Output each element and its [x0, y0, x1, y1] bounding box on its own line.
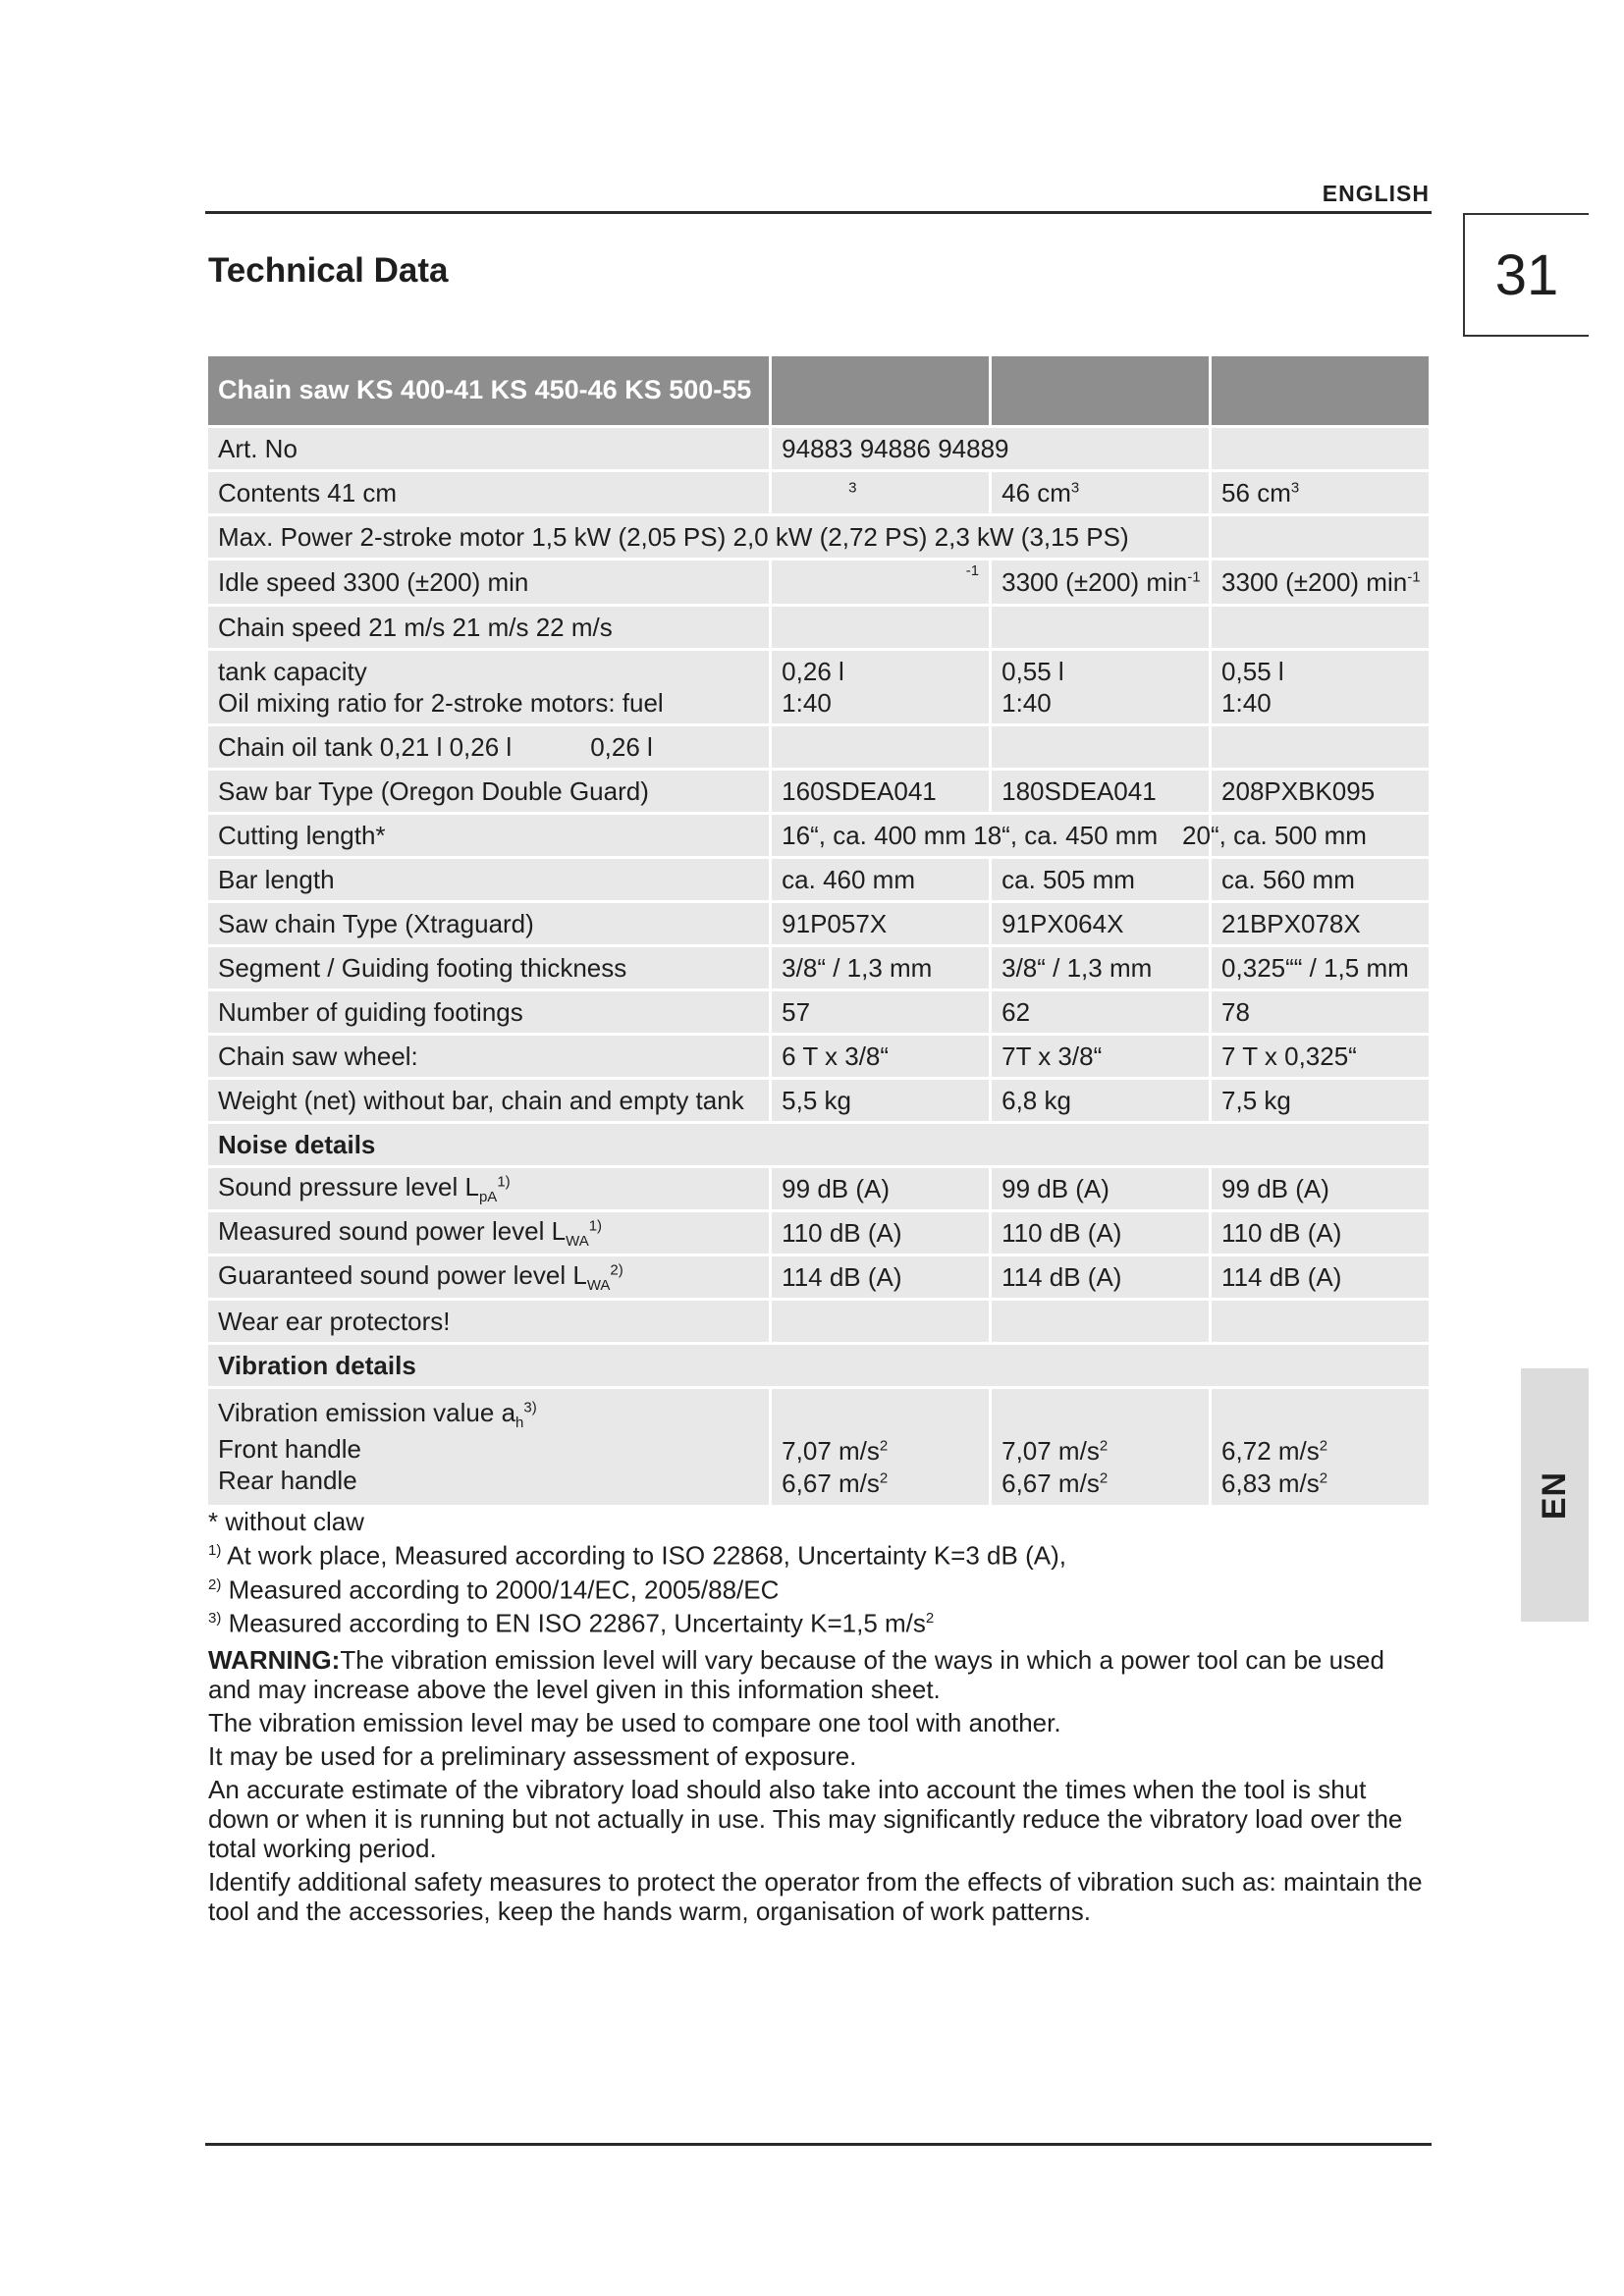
section-header-row	[208, 1124, 1429, 1165]
row-value: 91P057X	[772, 903, 989, 944]
superscript: 2	[1319, 1468, 1328, 1486]
technical-data-table	[205, 353, 1432, 1508]
superscript: 2	[1099, 1468, 1109, 1486]
row-value	[1212, 1389, 1429, 1505]
value-text: 6,67 m/s	[1001, 1468, 1100, 1498]
warning-paragraph: Identify additional safety measures to protect the operator from the effects of vibration such as: maintain the tool and the accessories, keep the hands warm, organisation of work patterns.	[208, 1867, 1423, 1926]
row-label	[208, 1389, 769, 1505]
table-header-row	[208, 356, 1429, 425]
row-label: Max. Power 2-stroke motor 1,5 kW (2,05 PS) 2,0 kW (2,72 PS) 2,3 kW (3,15 PS)	[208, 516, 1209, 558]
table-row	[208, 516, 1429, 558]
footnote-mark: 2)	[208, 1575, 222, 1593]
row-value	[992, 607, 1209, 648]
row-value	[1182, 815, 1429, 856]
row-label: Weight (net) without bar, chain and empty tank	[208, 1080, 769, 1121]
superscript: 2	[925, 1610, 935, 1628]
front-handle-label: Front handle	[218, 1433, 361, 1464]
table-row	[208, 607, 1429, 648]
value-text: 0,26 l	[590, 731, 653, 762]
value-text: 7,07 m/s	[1001, 1436, 1100, 1466]
value-text: 3300 (±200) min	[1001, 566, 1188, 597]
table-header-title: Chain saw KS 400-41 KS 450-46 KS 500-55	[208, 356, 769, 425]
row-value	[1212, 726, 1429, 768]
value-text: 0,55 l	[1221, 656, 1284, 686]
row-value: 7,5 kg	[1212, 1080, 1429, 1121]
row-value: 7T x 3/8“	[992, 1036, 1209, 1077]
row-value: 110 dB (A)	[992, 1212, 1209, 1254]
warning-label: WARNING:	[208, 1645, 341, 1675]
superscript: 2)	[610, 1260, 623, 1278]
value-text: 0,55 l	[1001, 656, 1064, 686]
rear-handle-label: Rear handle	[218, 1466, 357, 1496]
label-text: Measured sound power level L	[218, 1215, 567, 1246]
row-value: 114 dB (A)	[772, 1256, 989, 1298]
value-text: 6,67 m/s	[782, 1468, 880, 1498]
warning-paragraph: It may be used for a preliminary assessment of exposure.	[208, 1741, 857, 1771]
row-value: 7 T x 0,325“	[1212, 1036, 1429, 1077]
bottom-divider	[205, 2143, 1432, 2146]
row-value	[992, 1301, 1209, 1342]
value-text: 3300 (±200) min	[1221, 566, 1408, 597]
row-value	[1212, 607, 1429, 648]
row-value	[772, 607, 989, 648]
warning-paragraph	[208, 1645, 1432, 1704]
label-text: Guaranteed sound power level L	[218, 1259, 587, 1290]
table-row	[208, 1036, 1429, 1077]
row-label	[208, 1168, 769, 1209]
row-label: Idle speed 3300 (±200) min	[208, 561, 769, 604]
vibration-section-header: Vibration details	[208, 1345, 1429, 1386]
footnote-mark: 1)	[208, 1542, 222, 1559]
value-line	[1001, 1435, 1199, 1468]
row-value: 3/8“ / 1,3 mm	[992, 947, 1209, 988]
warning-paragraph: An accurate estimate of the vibratory load should also take into account the times when the tool is shut down or when it is running but not actually in use. This may significantly reduce the vibratory load over the total working period.	[208, 1775, 1403, 1863]
table-row	[208, 815, 1429, 856]
row-value	[772, 1301, 989, 1342]
row-value	[1212, 561, 1429, 604]
superscript: 1)	[588, 1216, 603, 1234]
label-text: Chain oil tank 0,21 l 0,26 l	[218, 731, 513, 762]
page-number: 31	[1463, 213, 1589, 337]
superscript: 2	[879, 1437, 889, 1455]
row-label: Segment / Guiding footing thickness	[208, 947, 769, 988]
table-row	[208, 903, 1429, 944]
table-row	[208, 1301, 1429, 1342]
row-value	[772, 561, 989, 604]
row-value	[992, 1389, 1209, 1505]
table-row	[208, 1256, 1429, 1298]
row-value: 208PXBK095	[1212, 771, 1429, 812]
row-label: Chain saw wheel:	[208, 1036, 769, 1077]
superscript: -1	[965, 562, 980, 579]
superscript: 3	[848, 479, 857, 497]
table-row	[208, 771, 1429, 812]
table-row	[208, 726, 1429, 768]
page-title: Technical Data	[208, 251, 449, 290]
language-side-tab	[1521, 1368, 1589, 1622]
label-text: Sound pressure level L	[218, 1171, 479, 1201]
footnote-text: Measured according to 2000/14/EC, 2005/88/EC	[228, 1575, 780, 1605]
row-label	[208, 1256, 769, 1298]
warning-paragraph: The vibration emission level may be used to compare one tool with another.	[208, 1708, 1061, 1737]
row-value: 62	[992, 991, 1209, 1033]
row-value: 21BPX078X	[1212, 903, 1429, 944]
superscript: 3	[1070, 479, 1080, 497]
table-row	[208, 651, 1429, 723]
subscript: h	[515, 1415, 524, 1432]
row-value: 0,325““ / 1,5 mm	[1212, 947, 1429, 988]
row-value: ca. 560 mm	[1212, 859, 1429, 900]
table-header-cell	[1212, 356, 1429, 425]
row-value: 180SDEA041	[992, 771, 1209, 812]
subscript: WA	[566, 1232, 589, 1250]
subscript: WA	[586, 1276, 611, 1294]
table-row	[208, 1389, 1429, 1505]
row-value: 99 dB (A)	[772, 1168, 989, 1209]
value-text: 1:40	[782, 688, 832, 718]
row-value	[1212, 1301, 1429, 1342]
section-header-row	[208, 1345, 1429, 1386]
superscript: -1	[1407, 568, 1421, 586]
table-row	[208, 1212, 1429, 1254]
row-label: Saw chain Type (Xtraguard)	[208, 903, 769, 944]
row-value	[1212, 516, 1429, 558]
row-value: 6 T x 3/8“	[772, 1036, 989, 1077]
table-row	[208, 1080, 1429, 1121]
footnote-3	[208, 1604, 1426, 1638]
subscript: pA	[478, 1188, 498, 1205]
row-value	[1212, 651, 1429, 723]
value-line	[782, 1468, 979, 1500]
value-text: 46 cm	[1001, 477, 1071, 507]
row-label	[208, 651, 769, 723]
row-label: Art. No	[208, 428, 769, 469]
footnote-star: * without claw	[208, 1507, 364, 1536]
noise-section-header: Noise details	[208, 1124, 1429, 1165]
table-row	[208, 947, 1429, 988]
footnote-1	[208, 1536, 1426, 1571]
row-value: 110 dB (A)	[772, 1212, 989, 1254]
row-label: Number of guiding footings	[208, 991, 769, 1033]
superscript: 2	[1099, 1437, 1109, 1455]
table-header-cell	[772, 356, 989, 425]
row-value: 114 dB (A)	[1212, 1256, 1429, 1298]
label-text: Vibration emission value a	[218, 1398, 516, 1428]
value-text: 20“, ca. 500 mm	[1182, 820, 1367, 850]
row-value	[992, 651, 1209, 723]
warning-section	[208, 1645, 1432, 1930]
row-value: 16“, ca. 400 mm 18“, ca. 450 mm	[772, 815, 1209, 856]
row-value: 78	[1212, 991, 1429, 1033]
table-row	[208, 428, 1429, 469]
row-value: 99 dB (A)	[992, 1168, 1209, 1209]
mixing-label: Oil mixing ratio for 2-stroke motors: fuel	[218, 688, 664, 718]
language-header: ENGLISH	[1322, 181, 1430, 206]
row-label: Contents 41 cm	[208, 472, 769, 513]
top-divider	[205, 211, 1432, 214]
table-row	[208, 1168, 1429, 1209]
value-line	[1001, 1468, 1199, 1500]
value-line	[1221, 1435, 1419, 1468]
footnote-text: At work place, Measured according to ISO 22868, Uncertainty K=3 dB (A),	[227, 1540, 1066, 1571]
row-value	[1212, 428, 1429, 469]
row-value: ca. 505 mm	[992, 859, 1209, 900]
footnote-2	[208, 1571, 1426, 1605]
row-value: 99 dB (A)	[1212, 1168, 1429, 1209]
vibration-label	[218, 1397, 759, 1433]
table-row	[208, 991, 1429, 1033]
row-value	[1212, 472, 1429, 513]
row-value: 5,5 kg	[772, 1080, 989, 1121]
row-value: 110 dB (A)	[1212, 1212, 1429, 1254]
footnotes	[208, 1507, 1426, 1638]
superscript: -1	[1187, 568, 1201, 586]
row-value: 114 dB (A)	[992, 1256, 1209, 1298]
row-label: Wear ear protectors!	[208, 1301, 769, 1342]
row-value	[992, 726, 1209, 768]
superscript: 1)	[497, 1172, 511, 1190]
value-text: 1:40	[1001, 688, 1052, 718]
value-text: 1:40	[1221, 688, 1272, 718]
superscript: 3)	[523, 1399, 537, 1416]
row-value: ca. 460 mm	[772, 859, 989, 900]
row-value: 160SDEA041	[772, 771, 989, 812]
row-value	[772, 726, 989, 768]
tank-label: tank capacity	[218, 656, 367, 686]
value-text: 6,72 m/s	[1221, 1436, 1320, 1466]
table-row	[208, 472, 1429, 513]
value-text: 7,07 m/s	[782, 1436, 880, 1466]
row-label	[208, 1212, 769, 1254]
row-label: Cutting length*	[208, 815, 769, 856]
superscript: 3	[1290, 479, 1300, 497]
row-label	[208, 726, 769, 768]
row-value	[772, 651, 989, 723]
row-label: Saw bar Type (Oregon Double Guard)	[208, 771, 769, 812]
value-text: 0,26 l	[782, 656, 844, 686]
row-value: 91PX064X	[992, 903, 1209, 944]
value-text: 6,83 m/s	[1221, 1468, 1320, 1498]
row-label: Bar length	[208, 859, 769, 900]
side-tab-label: EN	[1535, 1470, 1573, 1520]
row-value	[992, 561, 1209, 604]
footnote-text: Measured according to EN ISO 22867, Uncertainty K=1,5 m/s	[228, 1608, 926, 1638]
row-value: 57	[772, 991, 989, 1033]
value-text: 56 cm	[1221, 477, 1291, 507]
row-value	[772, 472, 989, 513]
value-line	[782, 1435, 979, 1468]
footnote-mark: 3)	[208, 1610, 222, 1628]
row-value	[992, 472, 1209, 513]
superscript: 2	[1319, 1437, 1328, 1455]
table-row	[208, 859, 1429, 900]
row-value: 94883 94886 94889	[772, 428, 1209, 469]
row-value: 3/8“ / 1,3 mm	[772, 947, 989, 988]
row-value	[772, 1389, 989, 1505]
warning-text: The vibration emission level will vary because of the ways in which a power tool can be used and may increase above the level given in this information sheet.	[208, 1645, 1384, 1704]
row-label: Chain speed 21 m/s 21 m/s 22 m/s	[208, 607, 769, 648]
table-row	[208, 561, 1429, 604]
row-value: 6,8 kg	[992, 1080, 1209, 1121]
value-line	[1221, 1468, 1419, 1500]
superscript: 2	[879, 1468, 889, 1486]
table-header-cell	[992, 356, 1209, 425]
